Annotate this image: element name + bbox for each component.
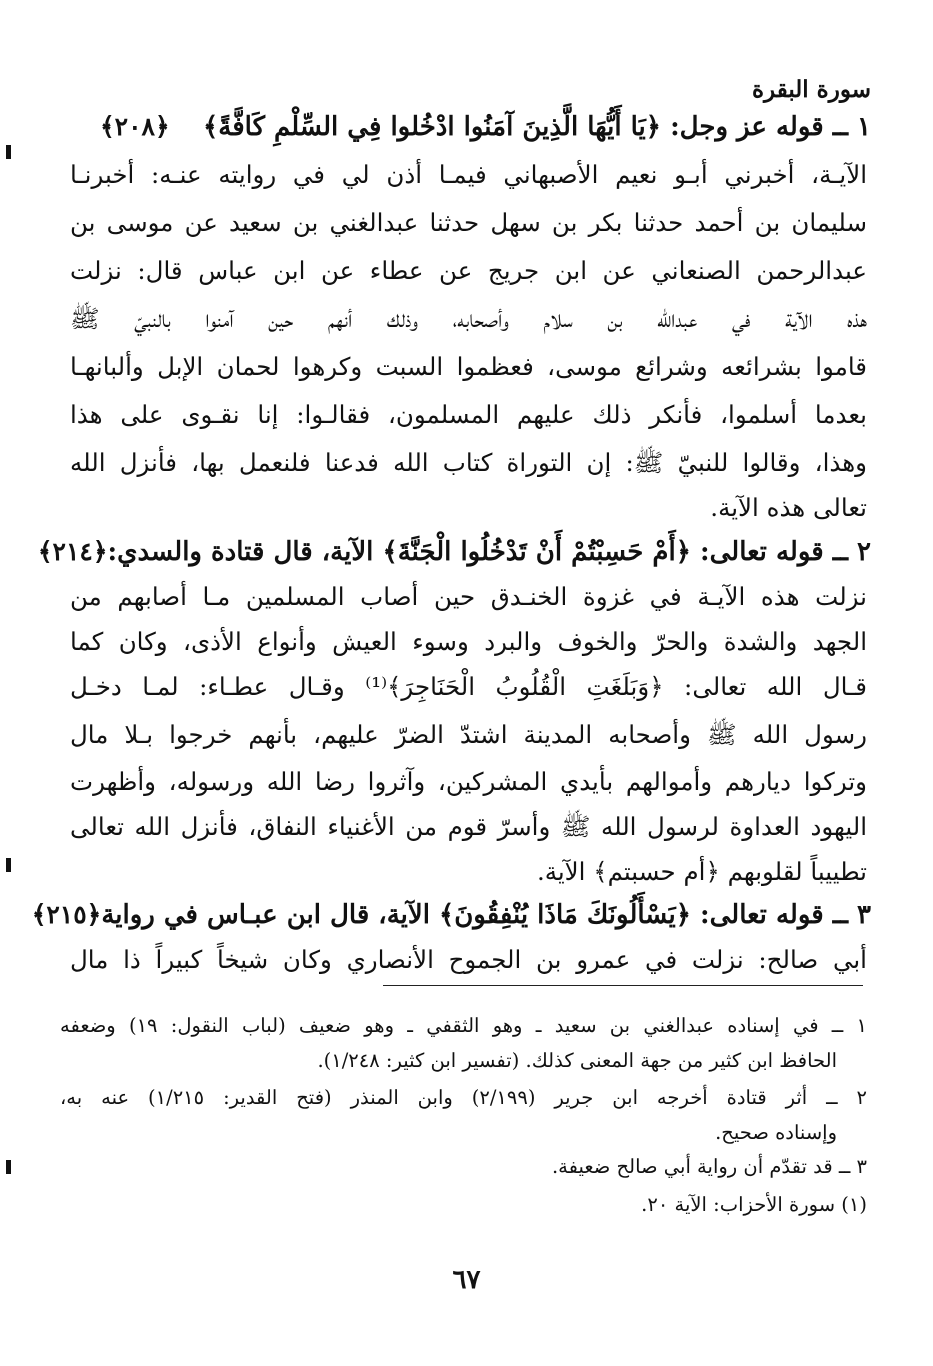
- entry-1-line-2: سليمان بن أحمد حدثنا بكر بن سهل حدثنا عبدالغني بن سعيد عن موسى بن: [70, 208, 867, 237]
- running-header-surah-title: سورة البقرة: [751, 76, 871, 103]
- entry-2-line-2: الجهد والشدة والحرّ والخوف والبرد وسوء العيش وأنواع الأذى، وكان كما: [70, 627, 867, 656]
- entry-2-line-1: نزلت هذه الآيـة في غزوة الخنـدق حين أصاب المسلمين مـا أصابهم من: [70, 582, 867, 611]
- entry-1-heading: [100, 112, 871, 142]
- entry-1-line-8: تعالى هذه الآية.: [710, 493, 867, 522]
- entry-2-line-6: اليهود العداوة لرسول الله ﷺ وأسرّ قوم من الأغنياء النفاق، فأنزل الله تعالى: [70, 812, 867, 841]
- entry-1-line-3: عبدالرحمن الصنعاني عن ابن جريج عن عطاء عن ابن عباس قال: نزلت: [70, 256, 867, 285]
- entry-3-heading: [31, 900, 871, 930]
- entry-3-heading-text: ٣ ــ قوله تعالى: ﴿يَسْأَلُونَكَ مَاذَا يُنْفِقُونَ﴾ الآية، قال ابن عبـاس في رواية: [101, 900, 871, 930]
- scan-margin-mark: [6, 1160, 11, 1174]
- scan-margin-mark: [6, 145, 11, 159]
- entry-1-line-6: بعدما أسلموا، فأنكر ذلك عليهم المسلمون، فقالـوا: إنا نقـوى على هذا: [70, 400, 867, 429]
- entry-2-line-4: رسول الله ﷺ وأصحابه المدينة اشتدّ الضرّ عليهم، بأنهم خرجوا بـلا مال: [70, 720, 867, 749]
- entry-1-line-4: هذه الآية في عبدالله بن سلام وأصحابه، وذلك أنهم حين آمنوا بالنبيّ ﷺ: [70, 304, 867, 333]
- footnote-divider: [383, 985, 863, 986]
- footnote-1-line-2: الحافظ ابن كثير من جهة المعنى كذلك. (تفسير ابن كثير: ١/٢٤٨).: [317, 1049, 837, 1072]
- footnote-verse-reference: (١) سورة الأحزاب: الآية ٢٠.: [641, 1193, 867, 1216]
- entry-1-verse-number: ﴿٢٠٨﴾: [100, 112, 170, 141]
- scan-margin-mark: [6, 858, 11, 872]
- page-number: ٦٧: [452, 1265, 481, 1295]
- entry-3-line-1: أبي صالح: نزلت في عمرو بن الجموح الأنصاري وكان شيخاً كبيراً ذا مال: [70, 945, 867, 974]
- entry-1-line-7: وهذا، وقالوا للنبيّ ﷺ: إن التوراة كتاب الله فدعنا فلنعمل بها، فأنزل الله: [70, 448, 867, 477]
- entry-2-line-3: قـال الله تعالى: ﴿وَبَلَغَتِ الْقُلُوبُ الْحَنَاجِرَ﴾⁽¹⁾ وقـال عطـاء: لمـا دخـل: [70, 672, 867, 701]
- entry-1-line-5: قاموا بشرائعه وشرائع موسى، فعظموا السبت وكرهوا لحمان الإبل وألبانهـا: [70, 352, 867, 381]
- footnote-1-line-1: ١ ــ في إسناده عبدالغني بن سعيد ـ وهو الثقفي ـ وهو ضعيف (لباب النقول: ١٩) وضعفه: [60, 1014, 867, 1037]
- entry-2-heading: [37, 537, 871, 567]
- entry-3-verse-number: ﴿٢١٥﴾: [31, 900, 102, 929]
- entry-1-line-1: الآيـة، أخبرني أبـو نعيم الأصبهاني فيمـا أذن لي في روايته عنـه: أخبرنـا: [70, 160, 867, 189]
- footnote-3: ٣ ــ قد تقدّم أن رواية أبي صالح ضعيفة.: [551, 1155, 867, 1178]
- entry-2-heading-text: ٢ ــ قوله تعالى: ﴿أَمْ حَسِبْتُمْ أَنْ تَدْخُلُوا الْجَنَّةَ﴾ الآية، قال قتادة والسدي:: [107, 537, 871, 567]
- footnote-2-line-1: ٢ ــ أثر قتادة أخرجه ابن جرير (٢/١٩٩) وابن المنذر (فتح القدير: ١/٢١٥) عنه به،: [60, 1086, 868, 1109]
- entry-1-heading-text: ١ ــ قوله عز وجل: ﴿يَا أَيُّهَا الَّذِينَ آمَنُوا ادْخُلوا فِي السِّلْمِ كَافَّةً﴾: [203, 112, 871, 142]
- entry-2-line-7: تطييباً لقلوبهم ﴿أم حسبتم﴾ الآية.: [536, 857, 867, 886]
- entry-2-verse-number: ﴿٢١٤﴾: [37, 537, 108, 566]
- footnote-2-line-2: وإسناده صحيح.: [715, 1121, 837, 1144]
- entry-2-line-5: وتركوا ديارهم وأموالهم بأيدي المشركين، وآثروا رضا الله ورسوله، وأظهرت: [70, 767, 867, 796]
